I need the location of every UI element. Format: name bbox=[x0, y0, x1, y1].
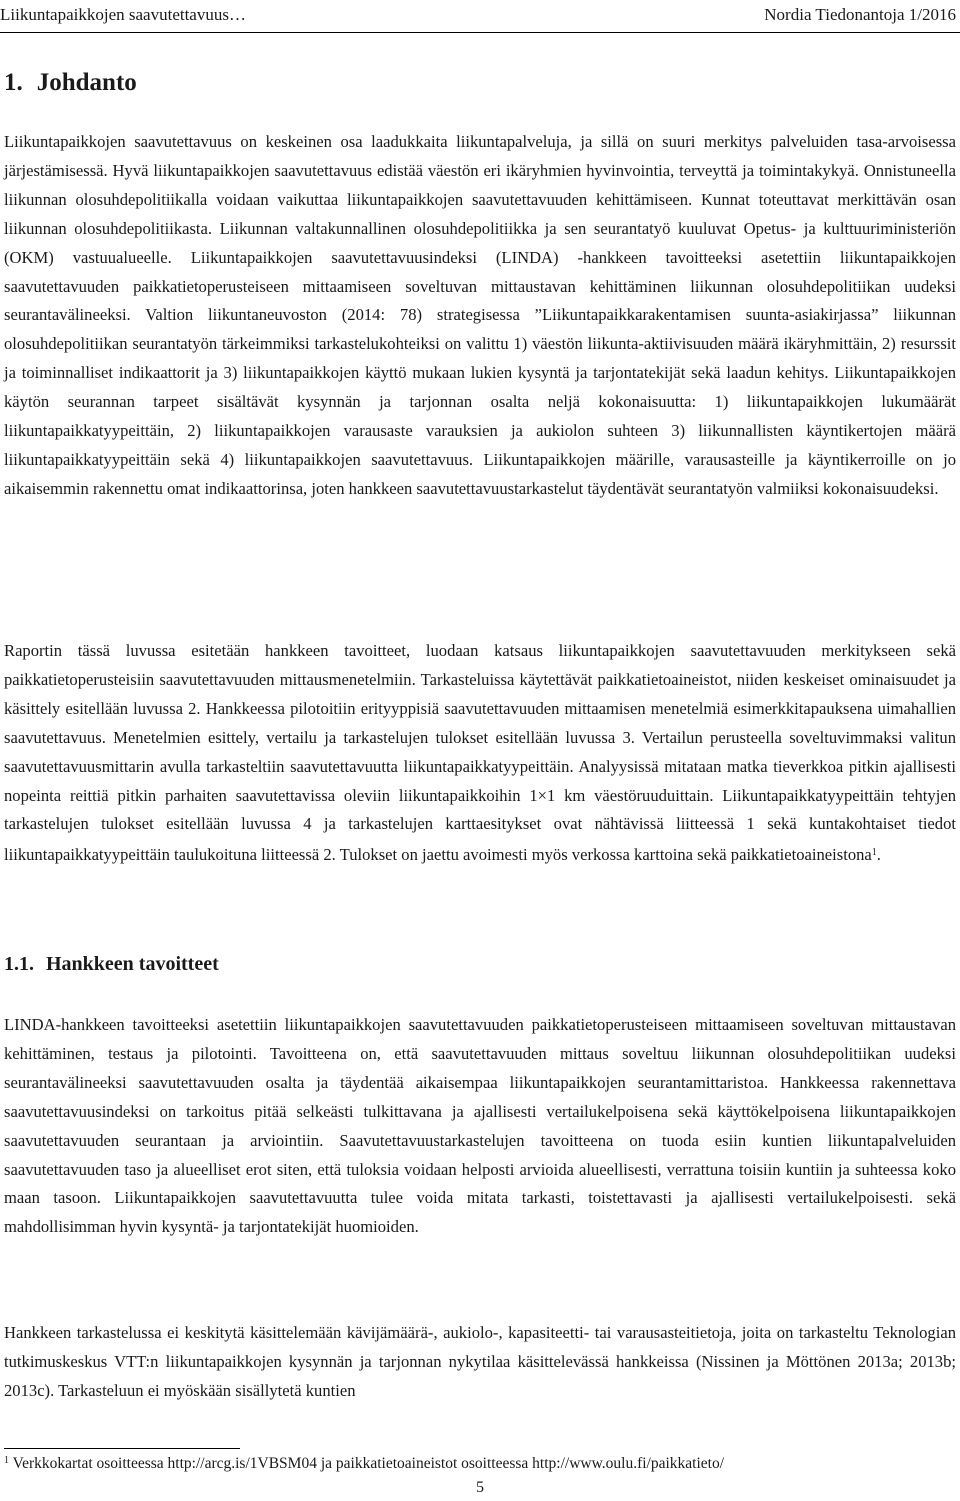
subsection-number: 1.1. bbox=[4, 953, 34, 975]
footnote-reference[interactable]: 1 bbox=[871, 847, 877, 859]
paragraph-intro: Liikuntapaikkojen saavutettavuus on keskeinen osa laadukkaita liikuntapalveluja, ja sillä on suuri merkitys palveluiden tasa-arvoisessa järjestämisessä. Hyvä liikuntapaikkojen saavutettavuus edistää väestön eri ikäryhmien hyvinvointia, terveyttä ja toimintakykyä. Onnistuneella liikunnan olosuhdepolitiikalla voidaan vaikuttaa liikuntapaikkojen saavutettavuuden kehittämiseen. Kunnat toteuttavat merkittävän osan liikunnan olosuhdepolitiikasta. Liikunnan valtakunnallinen olosuhdepolitiikka ja sen seurantatyö kuuluvat Opetus- ja kulttuuriministeriön (OKM) vastuualueelle. Liikuntapaikkojen saavutettavuusindeksi (LINDA) -hankkeen tavoitteeksi asetettiin liikuntapaikkojen saavutettavuuden paikkatietoperusteiseen mittaamiseen soveltuvan mittaustavan kehittäminen liikunnan olosuhdepolitiikan uudeksi seurantavälineeksi. Valtion liikuntaneuvoston (2014: 78) strategisessa ”Liikuntapaikkarakentamisen suunta-asiakirjassa” liikunnan olosuhdepolitiikan seurantatyön tärkeimmiksi tarkastelukohteiksi on valittu 1) väestön liikunta-aktiivisuuden määrä ikäryhmittäin, 2) resurssit ja toiminnalliset indikaattorit ja 3) liikuntapaikkojen käyttö mukaan lukien kysyntä ja tarjontatekijät sekä laadun kehitys. Liikuntapaikkojen käytön seurannan tarpeet sisältävät kysynnän ja tarjonnan osalta neljä kokonaisuutta: 1) liikuntapaikkojen lukumäärät liikuntapaikkatyypeittäin, 2) liikuntapaikkojen varausaste varauksien ja aukiolon suhteen 3) liikunnallisten käyntikertojen määrä liikuntapaikkatyypeittäin sekä 4) liikuntapaikkojen saavutettavuus. Liikuntapaikkojen määrille, varausasteille ja käyntikerroille on jo aikaisemmin rakennettu omat indikaattorinsa, joten hankkeen saavutettavuustarkastelut täydentävät seurantatyön valmiiksi kokonaisuudeksi. bbox=[4, 132, 956, 498]
paragraph-report-outline bbox=[4, 637, 956, 870]
subsection-title: Hankkeen tavoitteet bbox=[46, 953, 219, 975]
section-heading-johdanto bbox=[4, 66, 137, 100]
header-series: Nordia Tiedonantoja 1/2016 bbox=[764, 5, 956, 24]
paragraph-scope: Hankkeen tarkastelussa ei keskitytä käsittelemään kävijämäärä-, aukiolo-, kapasiteetti- tai varausasteitietoja, joita on tarkasteltu Teknologian tutkimuskeskus VTT:n liikuntapaikkojen kysynnän ja tarjonnan nykytilaa käsittelevässä hankkeissa (Nissinen ja Möttönen 2013a; 2013b; 2013c). Tarkasteluun ei myöskään sisällytetä kuntien bbox=[4, 1323, 956, 1400]
header-title: Liikuntapaikkojen saavutettavuus… bbox=[0, 5, 246, 24]
paragraph-end: . bbox=[876, 845, 881, 865]
section-title: Johdanto bbox=[36, 69, 137, 96]
section-number: 1. bbox=[4, 69, 23, 96]
footnote-marker: 1 bbox=[4, 1455, 9, 1466]
paragraph-text: Raportin tässä luvussa esitetään hankkeen tavoitteet, luodaan katsaus liikuntapaikkojen saavutettavuuden merkitykseen sekä paikkatietoperusteisiin saavutettavuuden mittausmenetelmiin. Tarkasteluissa käytettävät paikkatietoaineistot, niiden keskeiset ominaisuudet ja käsittely esitellään luvussa 2. Hankkeessa pilotoitiin erityyppisiä saavutettavuuden mittaamisen menetelmiä esimerkkitapauksena uimahallien saavutettavuus. Menetelmien esittely, vertailu ja tarkastelujen tulokset esitellään luvussa 3. Vertailun perusteella soveltuvimmaksi valitun saavutettavuusmittarin avulla tarkasteltiin saavutettavuutta liikuntapaikkatyypeittäin. Analyysissä mitataan matka tieverkkoa pitkin ajallisesti nopeinta reittiä pitkin parhaiten saavutettavissa oleviin liikuntapaikkoihin 1×1 km väestöruuduittain. Liikuntapaikkatyypeittäin tehtyjen tarkastelujen tulokset esitellään luvussa 4 ja tarkastelujen karttaesitykset ovat nähtävissä liitteessä 1 sekä kuntakohtaiset tiedot liikuntapaikkatyypeittäin taulukoituna liitteessä 2. Tulokset on jaettu avoimesti myös verkossa karttoina sekä paikkatietoaineistona bbox=[4, 641, 956, 865]
footnote-text: Verkkokartat osoitteessa http://arcg.is/1VBSM04 ja paikkatietoaineistot osoitteessa http://www.oulu.fi/paikkatieto/ bbox=[9, 1455, 725, 1472]
footnote bbox=[4, 1451, 724, 1474]
running-header bbox=[0, 0, 960, 36]
footnote-rule bbox=[4, 1448, 240, 1449]
header-rule bbox=[0, 32, 960, 33]
page-number: 5 bbox=[476, 1479, 484, 1496]
subsection-heading-tavoitteet bbox=[4, 949, 219, 979]
paragraph-goals: LINDA-hankkeen tavoitteeksi asetettiin liikuntapaikkojen saavutettavuuden paikkatietoperusteiseen mittaamiseen soveltuvan mittaustavan kehittäminen, testaus ja pilotointi. Tavoitteena on, että saavutettavuuden mittaus soveltuu liikunnan olosuhdepolitiikan uudeksi seurantavälineeksi saavutettavuuden osalta ja täydentää aikaisempaa liikuntapaikkojen seurantamittaristoa. Hankkeessa rakennettava saavutettavuusindeksi on tarkoitus pitää selkeästi tulkittavana ja ajallisesti vertailukelpoisena sekä käyttökelpoisena liikuntapaikkojen saavutettavuuden seurantaan ja arviointiin. Saavutettavuustarkastelujen tavoitteena on tuoda esiin kuntien liikuntapalveluiden saavutettavuuden taso ja alueelliset erot siten, että tuloksia voidaan helposti arvioida alueellisesti, verrattuna toisiin kuntiin ja suhteessa koko maan tasoon. Liikuntapaikkojen saavutettavuutta tulee voida mitata tarkasti, toistettavasti ja ajallisesti vertailukelpoisesti. sekä mahdollisimman hyvin kysyntä- ja tarjontatekijät huomioiden. bbox=[4, 1015, 956, 1237]
